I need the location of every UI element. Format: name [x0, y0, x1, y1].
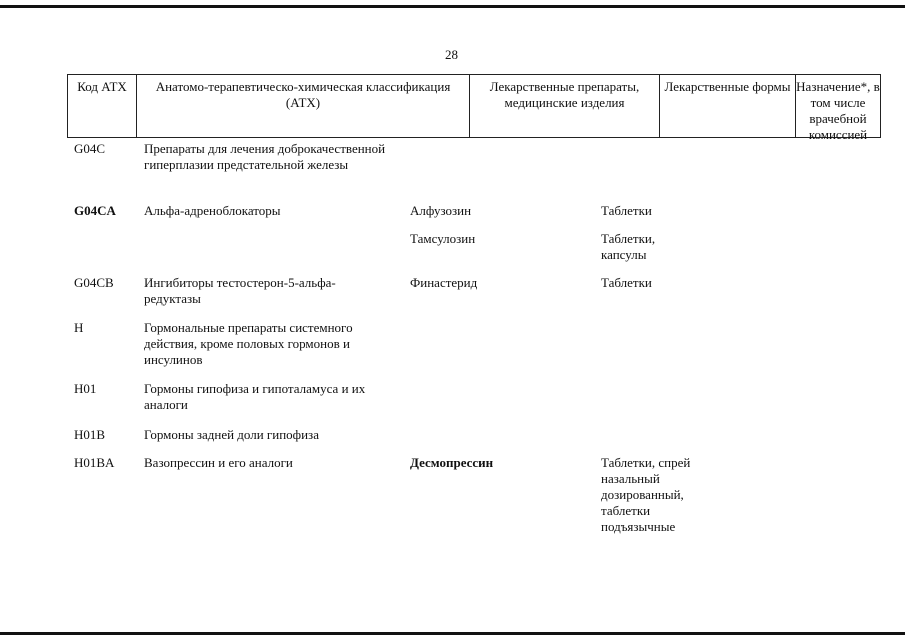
top-border-rule	[0, 5, 905, 8]
medicine-name: Тамсулозин	[410, 231, 476, 246]
bottom-border-rule	[0, 632, 905, 635]
atc-classification: Препараты для лечения доброкачественной гиперплазии предстательной железы	[144, 141, 386, 172]
header-atc-code: Код АТХ	[68, 75, 137, 137]
dosage-form: Таблетки, капсулы	[601, 231, 656, 262]
atc-code: G04CB	[74, 275, 114, 290]
dosage-form: Таблетки	[601, 275, 652, 290]
header-atc-classification: Анатомо-терапевтическо-химическая классификация (АТХ)	[137, 75, 470, 137]
atc-classification: Альфа-адреноблокаторы	[144, 203, 281, 218]
page-number: 28	[445, 47, 458, 62]
atc-classification: Вазопрессин и его аналоги	[144, 455, 293, 470]
atc-code: G04CA	[74, 203, 116, 218]
atc-classification: Ингибиторы тестостерон-5-альфа-редуктазы	[144, 275, 336, 306]
atc-classification: Гормоны задней доли гипофиза	[144, 427, 319, 442]
medicine-name: Финастерид	[410, 275, 478, 290]
atc-classification: Гормональные препараты системного действия, кроме половых гормонов и инсулинов	[144, 320, 353, 367]
atc-code: H	[74, 320, 84, 335]
dosage-form: Таблетки, спрей назальный дозированный, таблетки подъязычные	[601, 455, 691, 534]
header-dosage-forms: Лекарственные формы	[660, 75, 796, 137]
atc-code: G04C	[74, 141, 106, 156]
header-medicines: Лекарственные препараты, медицинские изделия	[470, 75, 660, 137]
dosage-form: Таблетки	[601, 203, 652, 218]
medicine-name: Алфузозин	[410, 203, 472, 218]
atc-classification: Гормоны гипофиза и гипоталамуса и их аналоги	[144, 381, 366, 412]
table-header	[67, 74, 881, 142]
header-prescription: Назначение*, в том числе врачебной комиссией	[796, 79, 880, 142]
medicine-name: Десмопрессин	[410, 455, 494, 470]
atc-code: H01	[74, 381, 97, 396]
atc-code: H01B	[74, 427, 106, 442]
atc-code: H01BA	[74, 455, 115, 470]
